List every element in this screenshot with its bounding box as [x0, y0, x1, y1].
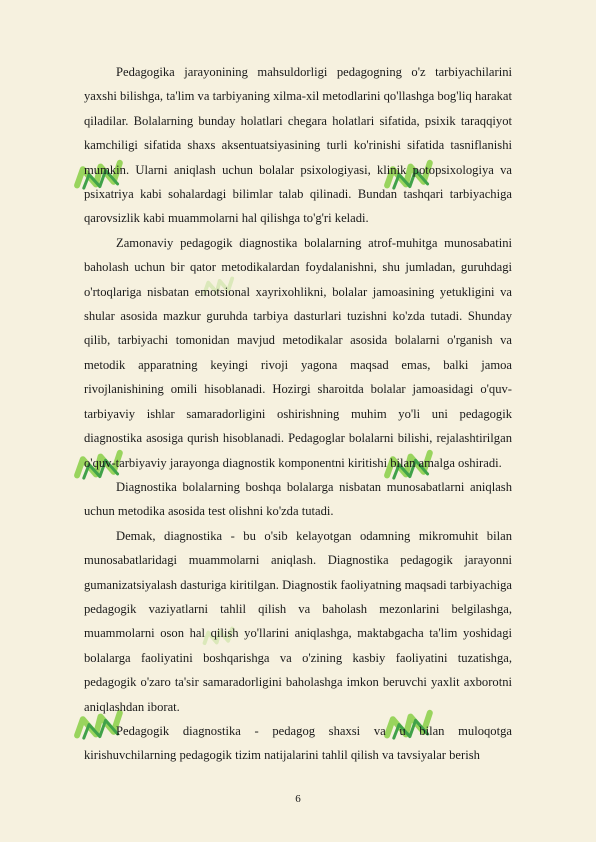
body-text	[84, 60, 512, 768]
paragraph: Diagnostika bolalarning boshqa bolalarga nisbatan munosabatlarni aniqlash uchun metodika asosida test olishni ko'zda tutadi.	[84, 479, 512, 519]
paragraph: Demak, diagnostika - bu o'sib kelayotgan odamning mikromuhit bilan munosabatlaridagi muammolarni aniqlash. Diagnostika pedagogik jarayonni gumanizatsiyalash dasturiga kiritilgan. Diagnostik faoliyatning maqsadi tarbiyachiga pedagogik vaziyatlarni tahlil qilish va baholash mezonlarini belgilashga, muammolarni oson hal qilish yo'llarini aniqlashga, maktabgacha ta'lim yoshidagi bolalarga faoliyatini boshqarishga va o'zining kasbiy faoliyatini tuzatishga, pedagogik o'zaro ta'sir samaradorligini baholashga imkon beruvchi yaxlit axborotni aniqlashdan iborat.	[84, 528, 512, 714]
paragraph: Pedagogik diagnostika - pedagog shaxsi va u bilan muloqotga kirishuvchilarning pedagogik tizim natijalarini tahlil qilish va tavsiyalar berish	[84, 723, 512, 763]
paragraph: Zamonaviy pedagogik diagnostika bolalarning atrof-muhitga munosabatini baholash uchun bir qator metodikalardan foydalanishni, shu jumladan, guruhdagi o'rtoqlariga nisbatan emotsional xayrixohlikni, bolalar jamoasining yetukligini va shular asosida mazkur guruhda tarbiya dasturlari tuzishni ko'zda tutadi. Shunday qilib, tarbiyachi tomonidan mavjud metodikalar asosida bolalarni o'rganish va metodik apparatning keyingi rivoji yagona maqsad emas, balki jamoa rivojlanishining omili hisoblanadi. Hozirgi sharoitda bolalar jamoasidagi o'quv-tarbiyaviy ishlar samaradorligini oshirishning muhim yo'li uni pedagogik diagnostika asosiga qurish hisoblanadi. Pedagoglar bolalarni bilishi, rejalashtirilgan o'quv-tarbiyaviy jarayonga diagnostik komponentni kiritishi bilan amalga oshiradi.	[84, 235, 512, 470]
paragraph: Pedagogika jarayonining mahsuldorligi pedagogning o'z tarbiyachilarini yaxshi bilishga, ta'lim va tarbiyaning xilma-xil metodlarini qo'llashga bog'liq harakat qiladilar. Bolalarning bunday holatlari chegara holatlari sifatida, psixik taraqqiyot kamchiligi sifatida shaxs aksentuatsiyasining turli ko'rinishi sifatida tasniflanishi mumkin. Ularni aniqlash uchun bolalar psixologiyasi, klinik potopsixologiya va psixatriya kabi sohalardagi bilimlar talab qilinadi. Bundan tashqari tarbiyachiga qarovsizlik kabi muammolarni hal qilishga to'g'ri keladi.	[84, 65, 512, 226]
page-number: 6	[295, 793, 301, 805]
